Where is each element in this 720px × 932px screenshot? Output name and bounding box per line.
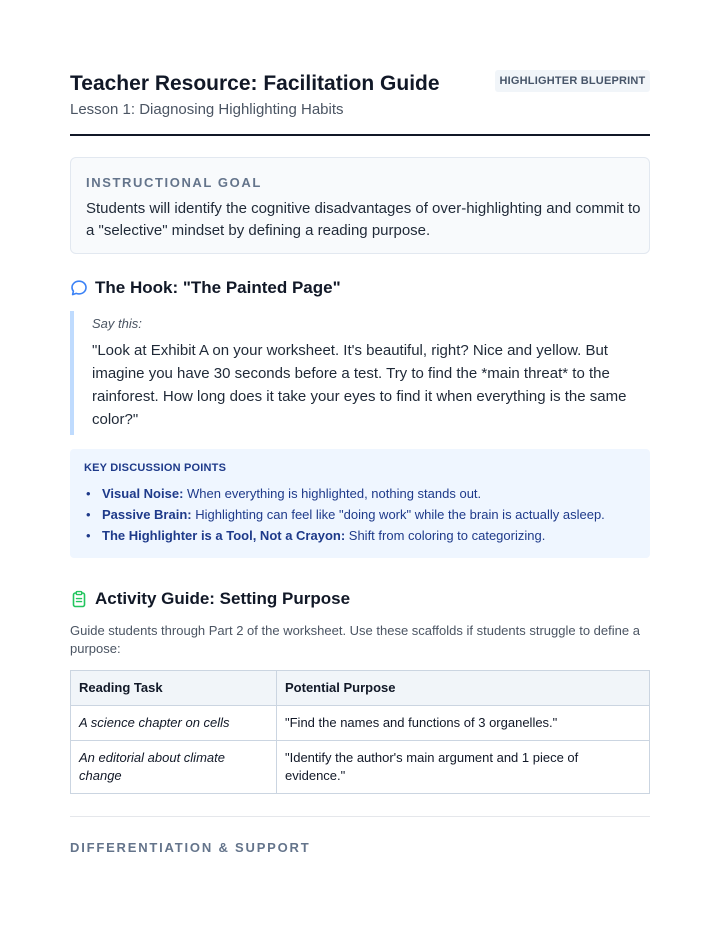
discussion-points-box <box>70 449 650 558</box>
goal-label: INSTRUCTIONAL GOAL <box>86 175 262 190</box>
discussion-points-list <box>84 483 644 546</box>
goal-text: Students will identify the cognitive disadvantages of over-highlighting and commit to a "selective" mindset by defining a reading purpose. <box>86 200 641 239</box>
instructional-goal-box <box>70 157 650 254</box>
purpose-cell: "Find the names and functions of 3 organelles." <box>277 706 650 741</box>
say-this-label: Say this: <box>92 316 142 331</box>
list-item: • The Highlighter is a Tool, Not a Crayon: Shift from coloring to categorizing. <box>86 528 546 543</box>
page-subtitle: Lesson 1: Diagnosing Highlighting Habits <box>70 101 344 118</box>
clipboard-icon <box>70 590 88 608</box>
activity-heading-text: Activity Guide: Setting Purpose <box>95 589 351 608</box>
activity-intro: Guide students through Part 2 of the worksheet. Use these scaffolds if students struggle to define a purpose: <box>70 623 640 656</box>
activity-heading <box>70 589 350 609</box>
hook-heading-text: The Hook: "The Painted Page" <box>95 278 341 297</box>
hook-script-quote <box>70 311 650 435</box>
page-title: Teacher Resource: Facilitation Guide <box>70 72 440 95</box>
list-item: • Visual Noise: When everything is highlighted, nothing stands out. <box>86 486 482 501</box>
page-header <box>70 70 650 136</box>
column-header-potential-purpose: Potential Purpose <box>277 671 650 706</box>
reading-task-cell: A science chapter on cells <box>71 706 277 741</box>
table-header-row <box>71 671 650 706</box>
speech-bubble-icon <box>70 279 88 297</box>
purpose-table <box>70 670 650 794</box>
purpose-cell: "Identify the author's main argument and 1 piece of evidence." <box>277 741 650 794</box>
section-divider <box>70 816 650 817</box>
differentiation-label: DIFFERENTIATION & SUPPORT <box>70 840 311 855</box>
table-row <box>71 706 650 741</box>
discussion-points-label: KEY DISCUSSION POINTS <box>84 462 227 474</box>
hook-heading <box>70 278 341 298</box>
hook-script-text: "Look at Exhibit A on your worksheet. It's beautiful, right? Nice and yellow. But imagine you have 30 seconds before a test. Try to find the *main threat* to the rainforest. How long does it take your eyes to find it when everything is the same color?" <box>92 342 627 428</box>
reading-task-cell: An editorial about climate change <box>71 741 277 794</box>
list-item: • Passive Brain: Highlighting can feel like "doing work" while the brain is actually asleep. <box>86 507 605 522</box>
table-row <box>71 741 650 794</box>
column-header-reading-task: Reading Task <box>71 671 277 706</box>
blueprint-badge: HIGHLIGHTER BLUEPRINT <box>495 70 650 92</box>
